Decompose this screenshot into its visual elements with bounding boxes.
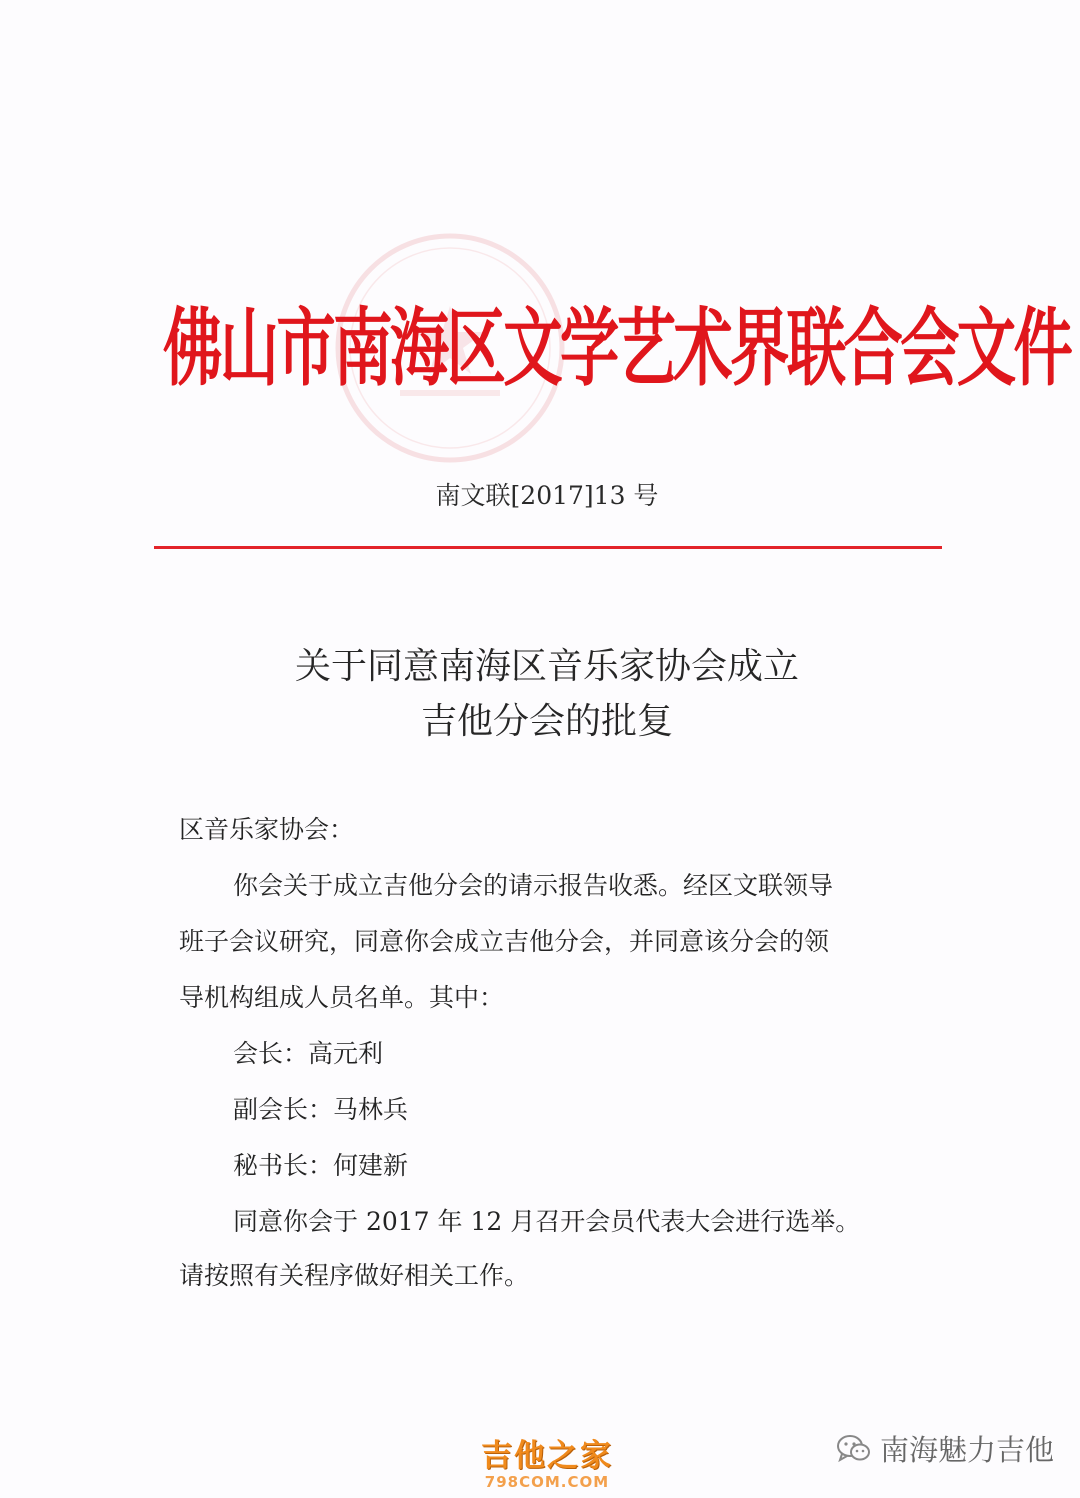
logo-name: 吉他之家 [481, 1438, 613, 1474]
closing-paragraph-line-1: 同意你会于 2017 年 12 月召开会员代表大会进行选举。 [233, 1207, 861, 1236]
salutation: 区音乐家协会： [179, 815, 355, 844]
member-secretary-general: 秘书长：何建新 [233, 1151, 409, 1180]
document-title-line-2: 吉他分会的批复 [420, 701, 673, 742]
member-president: 会长：高元利 [233, 1039, 384, 1068]
issuer-heading: 佛山市南海区文学艺术界联合会文件 [163, 299, 1071, 398]
site-watermark-logo [462, 1430, 632, 1491]
document-number: 南文联[2017]13 号 [435, 481, 659, 510]
wechat-account-watermark [836, 1428, 1054, 1469]
red-divider [154, 546, 942, 549]
document-title-line-1: 关于同意南海区音乐家协会成立 [294, 646, 799, 687]
member-vice-president: 副会长：马林兵 [233, 1095, 409, 1124]
body-paragraph-line-2: 班子会议研究，同意你会成立吉他分会，并同意该分会的领 [179, 927, 830, 956]
logo-url: 798COM.COM [484, 1473, 610, 1491]
account-name: 南海魅力吉他 [880, 1433, 1055, 1467]
closing-paragraph-line-2: 请按照有关程序做好相关工作。 [179, 1261, 530, 1290]
wechat-icon [836, 1433, 872, 1465]
body-paragraph-line-3: 导机构组成人员名单。其中： [179, 983, 505, 1012]
body-paragraph-line-1: 你会关于成立吉他分会的请示报告收悉。经区文联领导 [233, 871, 834, 900]
